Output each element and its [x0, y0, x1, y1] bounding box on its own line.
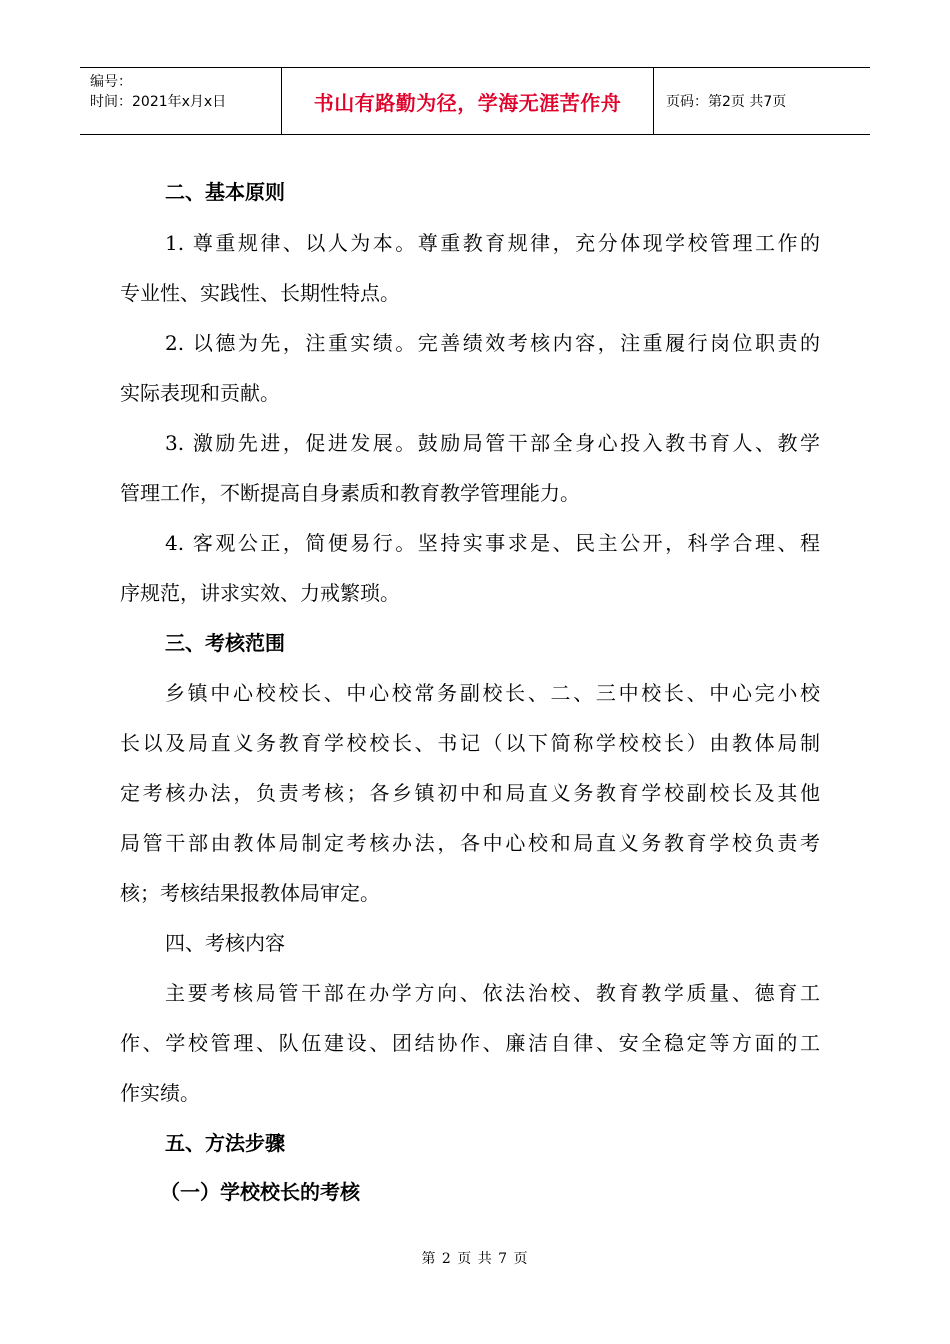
number-label: 编号： — [90, 74, 132, 90]
section-heading-methods: 五、方法步骤 — [165, 1131, 285, 1155]
paragraph-line: 1. 尊重规律、以人为本。尊重教育规律，充分体现学校管理工作的 — [165, 231, 820, 255]
paragraph-line: 4. 客观公正，简便易行。坚持实事求是、民主公开，科学合理、程 — [165, 531, 820, 555]
paragraph-line: 局管干部由教体局制定考核办法，各中心校和局直义务教育学校负责考 — [120, 831, 820, 855]
paragraph-line: 2. 以德为先，注重实绩。完善绩效考核内容，注重履行岗位职责的 — [165, 331, 820, 355]
paragraph-line: 序规范，讲求实效、力戒繁琐。 — [120, 581, 400, 605]
paragraph-line: 专业性、实践性、长期性特点。 — [120, 281, 400, 305]
subsection-heading: （一）学校校长的考核 — [160, 1180, 360, 1204]
paragraph-line: 主要考核局管干部在办学方向、依法治校、教育教学质量、德育工 — [165, 981, 820, 1005]
section-heading-principles: 二、基本原则 — [165, 180, 285, 204]
section-heading-scope: 三、考核范围 — [165, 631, 285, 655]
paragraph-line: 长以及局直义务教育学校校长、书记（以下简称学校校长）由教体局制 — [120, 731, 820, 755]
paragraph-line: 实际表现和贡献。 — [120, 381, 280, 405]
header-meta — [80, 68, 282, 134]
section-heading-content: 四、考核内容 — [165, 931, 285, 955]
paragraph-line: 核；考核结果报教体局审定。 — [120, 881, 380, 905]
paragraph-line: 定考核办法，负责考核；各乡镇初中和局直义务教育学校副校长及其他 — [120, 781, 820, 805]
header-page-info: 页码：第2页 共7页 — [666, 94, 787, 110]
paragraph-line: 3. 激励先进，促进发展。鼓励局管干部全身心投入教书育人、教学 — [165, 431, 820, 455]
date-label: 时间：2021年x月x日 — [90, 94, 227, 110]
paragraph-line: 作实绩。 — [120, 1081, 200, 1105]
paragraph-line: 乡镇中心校校长、中心校常务副校长、二、三中校长、中心完小校 — [165, 681, 820, 705]
header-motto: 书山有路勤为径，学海无涯苦作舟 — [282, 68, 654, 134]
page-footer: 第 2 页 共 7 页 — [421, 1251, 529, 1267]
paragraph-line: 作、学校管理、队伍建设、团结协作、廉洁自律、安全稳定等方面的工 — [120, 1031, 820, 1055]
paragraph-line: 管理工作，不断提高自身素质和教育教学管理能力。 — [120, 481, 580, 505]
page-header — [80, 67, 870, 135]
